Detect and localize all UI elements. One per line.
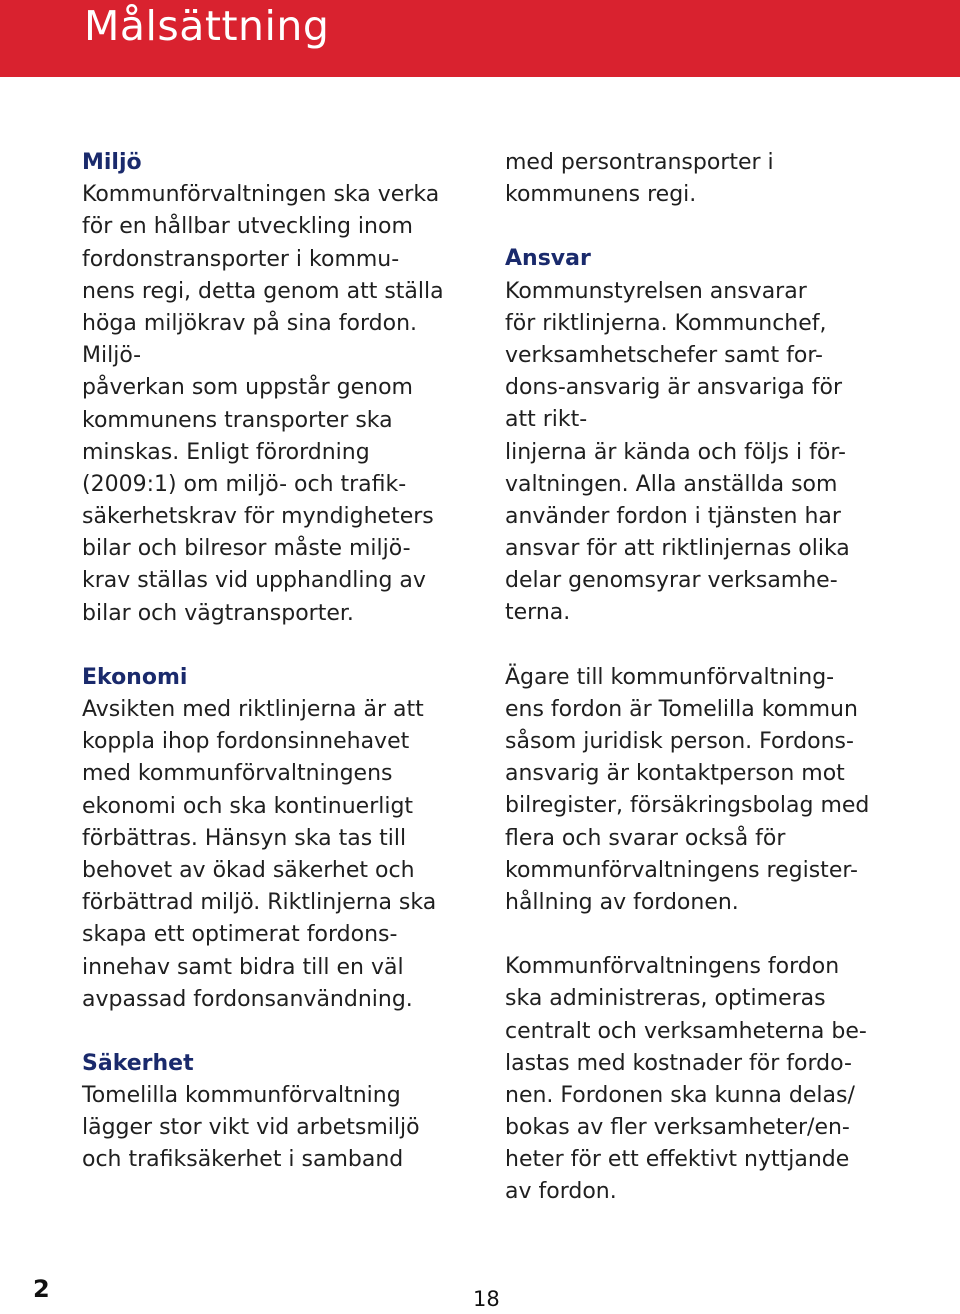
text-line: kommunens regi.	[505, 182, 697, 208]
text-line: flera och svarar också för	[505, 825, 786, 851]
text-line: för riktlinjerna. Kommunchef,	[505, 310, 827, 336]
section-heading-miljo: Miljö	[82, 150, 142, 175]
text-line: avpassad fordonsanvändning.	[82, 986, 413, 1012]
section-ekonomi	[82, 662, 482, 1016]
header-band	[0, 0, 960, 77]
section-body-miljo	[82, 179, 482, 630]
text-line: delar genomsyrar verksamhe-	[505, 568, 838, 594]
text-line: centralt och verksamheterna be-	[505, 1018, 867, 1044]
text-line: behovet av ökad säkerhet och	[82, 857, 415, 883]
section-body-ansvar	[505, 276, 925, 630]
text-line: bilregister, försäkringsbolag med	[505, 793, 870, 819]
section-body-ekonomi	[82, 694, 482, 1016]
text-line: minskas. Enligt förordning	[82, 439, 370, 465]
text-line: påverkan som uppstår genom	[82, 375, 413, 401]
text-line: bokas av fler verksamheter/en-	[505, 1115, 850, 1141]
section-heading-ansvar: Ansvar	[505, 246, 591, 272]
page-number-center: 18	[473, 1287, 500, 1311]
left-column	[82, 147, 482, 1209]
text-line: kommunens transporter ska	[82, 407, 393, 433]
section-body-sakerhet	[82, 1080, 482, 1177]
text-line: kommunförvaltningens register-	[505, 857, 858, 883]
text-line: lägger stor vikt vid arbetsmiljö	[82, 1115, 420, 1141]
text-line: Kommunförvaltningen ska verka	[82, 182, 440, 208]
text-line: använder fordon i tjänsten har	[505, 503, 841, 529]
text-line: dons-ansvarig är ansvariga för	[505, 375, 843, 401]
text-line: linjerna är kända och följs i för-	[505, 439, 846, 465]
text-line: verksamhetschefer samt for-	[505, 342, 823, 368]
section-miljo	[82, 147, 482, 630]
text-line: (2009:1) om miljö- och trafik-	[82, 471, 407, 497]
text-line: bilar och vägtransporter.	[82, 600, 354, 626]
text-line: Miljö-	[82, 343, 142, 369]
section-administration	[505, 951, 925, 1209]
text-line: koppla ihop fordonsinnehavet	[82, 729, 410, 755]
text-line: hållning av fordonen.	[505, 889, 739, 915]
page-title: Målsättning	[84, 2, 330, 50]
text-line: nen. Fordonen ska kunna delas/	[505, 1082, 855, 1108]
text-line: ekonomi och ska kontinuerligt	[82, 793, 414, 819]
section-ansvar	[505, 243, 925, 629]
section-sakerhet	[82, 1048, 482, 1177]
text-line: skapa ett optimerat fordons-	[82, 922, 398, 948]
text-line: såsom juridisk person. Fordons-	[505, 729, 854, 754]
section-continuation	[505, 147, 925, 211]
text-line: bilar och bilresor måste miljö-	[82, 536, 411, 562]
text-line: ansvar för att riktlinjernas olika	[505, 536, 850, 562]
text-line: Kommunstyrelsen ansvarar	[505, 278, 807, 304]
section-body-agare	[505, 662, 925, 920]
text-line: ska administreras, optimeras	[505, 986, 826, 1012]
text-line: av fordon.	[505, 1179, 617, 1205]
text-line: ens fordon är Tomelilla kommun	[505, 696, 858, 722]
text-line: förbättrad miljö. Riktlinjerna ska	[82, 890, 437, 916]
text-line: nens regi, detta genom att ställa	[82, 278, 444, 304]
text-line: Kommunförvaltningens fordon	[505, 954, 840, 980]
page-number-left: 2	[33, 1275, 50, 1303]
text-line: för en hållbar utveckling inom	[82, 214, 413, 240]
text-line: terna.	[505, 600, 571, 626]
text-line: med kommunförvaltningens	[82, 761, 393, 787]
text-line: lastas med kostnader för fordo-	[505, 1050, 852, 1076]
text-line: med persontransporter i	[505, 150, 774, 175]
section-body-administration	[505, 951, 925, 1209]
section-heading-ekonomi: Ekonomi	[82, 664, 188, 690]
section-heading-sakerhet: Säkerhet	[82, 1050, 194, 1076]
text-line: att rikt-	[505, 407, 588, 433]
text-line: fordonstransporter i kommu-	[82, 246, 400, 272]
text-line: Ägare till kommunförvaltning-	[505, 664, 835, 690]
text-line: ansvarig är kontaktperson mot	[505, 761, 845, 787]
text-line: heter för ett effektivt nyttjande	[505, 1147, 850, 1173]
right-column	[505, 147, 925, 1241]
section-body-continuation	[505, 147, 925, 211]
text-line: och trafiksäkerhet i samband	[82, 1147, 404, 1173]
text-line: förbättras. Hänsyn ska tas till	[82, 825, 407, 851]
text-line: krav ställas vid upphandling av	[82, 568, 426, 594]
section-agare	[505, 662, 925, 920]
text-line: valtningen. Alla anställda som	[505, 471, 838, 497]
text-line: Avsikten med riktlinjerna är att	[82, 697, 424, 722]
text-line: Tomelilla kommunförvaltning	[82, 1083, 401, 1109]
text-line: höga miljökrav på sina fordon.	[82, 310, 418, 336]
text-line: säkerhetskrav för myndigheters	[82, 504, 434, 530]
text-line: innehav samt bidra till en väl	[82, 954, 404, 980]
